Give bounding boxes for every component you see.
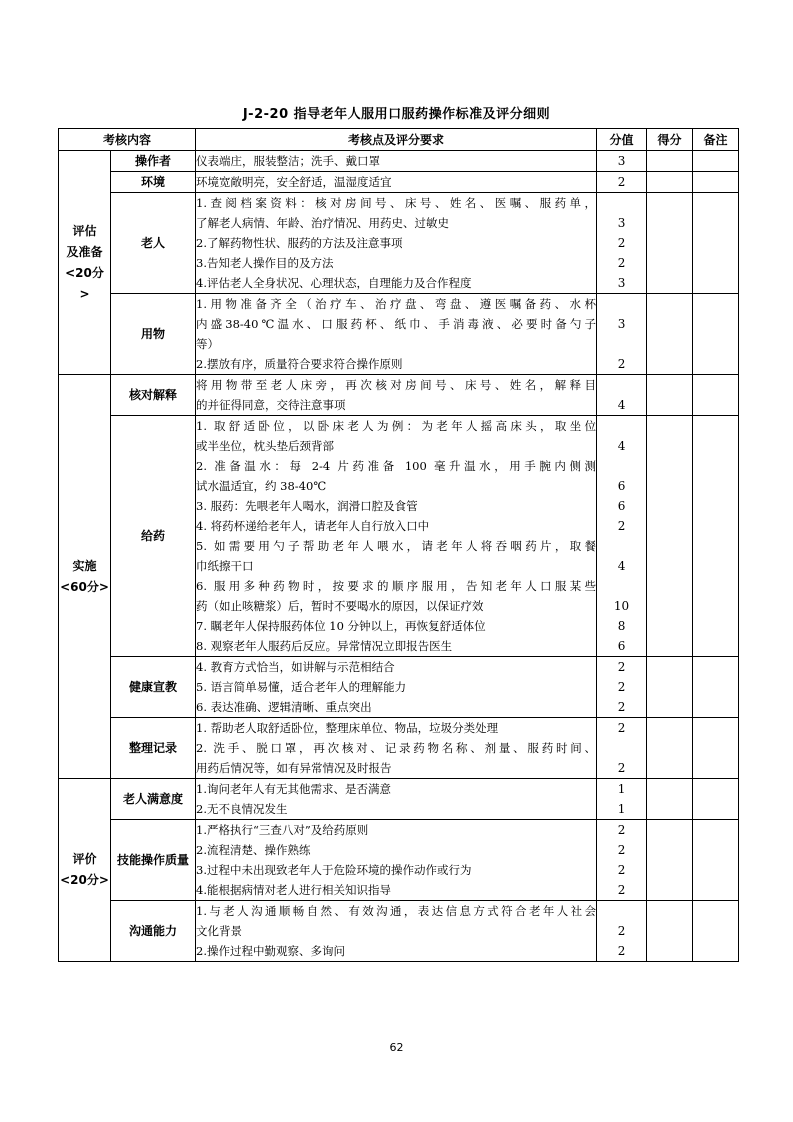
requirement-line: 1.查阅档案资料：核对房间号、床号、姓名、医嘱、服药单， <box>196 196 597 210</box>
score-value: 2 <box>617 924 626 938</box>
phase-label-line: <20分> <box>60 873 109 887</box>
phase-label <box>59 779 111 962</box>
requirement-line: 等） <box>196 337 220 351</box>
score-value: 6 <box>617 479 626 493</box>
phase-label <box>59 375 111 779</box>
requirement-line: 3.告知老人操作目的及方法 <box>196 256 334 270</box>
note-cell[interactable] <box>693 151 739 172</box>
requirement-line: 1.严格执行“三查八对”及给药原则 <box>196 823 369 837</box>
requirement-cell <box>196 375 597 416</box>
requirement-line: 2.了解药物性状、服药的方法及注意事项 <box>196 236 403 250</box>
item-name: 核对解释 <box>111 375 196 416</box>
got-score-cell[interactable] <box>647 718 693 779</box>
score-value <box>597 334 646 354</box>
got-score-cell[interactable] <box>647 779 693 820</box>
note-cell[interactable] <box>693 820 739 901</box>
requirement-line: 5. 如需要用勺子帮助老年人喂水，请老年人将吞咽药片，取餐 <box>196 539 597 553</box>
score-value: 2 <box>617 357 626 371</box>
requirement-line: 文化背景 <box>196 924 243 938</box>
score-value: 1 <box>617 802 626 816</box>
requirement-line: 环境宽敞明亮，安全舒适，温湿度适宜 <box>196 175 392 189</box>
requirement-line: 用药后情况等，如有异常情况及时报告 <box>196 761 392 775</box>
table-row <box>59 416 739 657</box>
table-row <box>59 820 739 901</box>
score-value <box>597 901 646 921</box>
score-value: 6 <box>617 499 626 513</box>
score-value <box>597 294 646 314</box>
note-cell[interactable] <box>693 779 739 820</box>
score-cell <box>597 657 647 718</box>
table-row <box>59 375 739 416</box>
item-name: 环境 <box>111 172 196 193</box>
header-requirements: 考核点及评分要求 <box>196 129 597 151</box>
note-cell[interactable] <box>693 375 739 416</box>
score-value: 2 <box>617 761 626 775</box>
header-content: 考核内容 <box>59 129 196 151</box>
requirement-line: 2.摆放有序，质量符合要求符合操作原则 <box>196 357 403 371</box>
item-name: 给药 <box>111 416 196 657</box>
header-score: 分值 <box>597 129 647 151</box>
table-row <box>59 151 739 172</box>
requirement-line: 1. 帮助老人取舒适卧位，整理床单位、物品，垃圾分类处理 <box>196 721 499 735</box>
phase-label-line: > <box>79 286 90 301</box>
note-cell[interactable] <box>693 718 739 779</box>
item-name: 老人 <box>111 193 196 294</box>
requirement-line: 1.与老人沟通顺畅自然、有效沟通，表达信息方式符合老年人社会 <box>196 904 597 918</box>
requirement-line: 3.过程中未出现致老年人于危险环境的操作动作或行为 <box>196 863 472 877</box>
item-name: 沟通能力 <box>111 901 196 962</box>
item-name: 技能操作质量 <box>111 820 196 901</box>
note-cell[interactable] <box>693 901 739 962</box>
score-value: 2 <box>617 863 626 877</box>
requirement-line: 了解老人病情、年龄、治疗情况、用药史、过敏史 <box>196 216 450 230</box>
requirement-line: 6. 服用多种药物时，按要求的顺序服用，告知老年人口服某些 <box>196 579 597 593</box>
note-cell[interactable] <box>693 172 739 193</box>
score-value <box>597 193 646 213</box>
score-value: 2 <box>617 721 626 735</box>
note-cell[interactable] <box>693 416 739 657</box>
requirement-line: 药（如止咳糖浆）后，暂时不要喝水的原因，以保证疗效 <box>196 599 484 613</box>
item-name: 用物 <box>111 294 196 375</box>
header-note: 备注 <box>693 129 739 151</box>
score-value: 8 <box>617 619 626 633</box>
got-score-cell[interactable] <box>647 657 693 718</box>
score-cell <box>597 718 647 779</box>
requirement-cell <box>196 901 597 962</box>
phase-label-line: 评价 <box>72 852 97 866</box>
table-row <box>59 294 739 375</box>
requirement-line: 仪表端庄，服装整洁；洗手、戴口罩 <box>196 154 381 168</box>
score-value: 4 <box>617 439 626 453</box>
phase-label-line: 实施 <box>72 558 97 573</box>
score-value: 2 <box>617 700 626 714</box>
score-value: 2 <box>617 660 626 674</box>
requirement-cell <box>196 657 597 718</box>
requirement-cell <box>196 294 597 375</box>
score-cell <box>597 193 647 294</box>
score-value <box>597 536 646 556</box>
score-value: 1 <box>617 782 626 796</box>
score-value: 3 <box>617 154 626 168</box>
score-value: 3 <box>617 216 626 230</box>
requirement-cell <box>196 193 597 294</box>
requirement-line: 1. 取舒适卧位，以卧床老人为例：为老年人摇高床头，取坐位 <box>196 419 597 433</box>
requirement-line: 或半坐位，枕头垫后颈背部 <box>196 439 335 453</box>
score-cell <box>597 151 647 172</box>
table-row <box>59 193 739 294</box>
score-value: 2 <box>617 883 626 897</box>
score-value: 2 <box>617 236 626 250</box>
score-value: 4 <box>617 559 626 573</box>
score-cell <box>597 901 647 962</box>
requirement-line: 1.询问老年人有无其他需求、是否满意 <box>196 782 391 796</box>
table-header-row <box>59 129 739 151</box>
requirement-line: 2. 准备温水：每 2-4 片药准备 100 毫升温水，用手腕内侧测 <box>196 459 597 473</box>
requirement-line: 3. 服药：先喂老年人喝水，润滑口腔及食管 <box>196 499 418 513</box>
table-row <box>59 172 739 193</box>
phase-label-line: <20分 <box>65 265 104 280</box>
requirement-line: 内盛38-40℃温水、口服药杯、纸巾、手消毒液、必要时备勺子 <box>196 317 597 331</box>
score-value: 2 <box>617 823 626 837</box>
requirement-line: 2.无不良情况发生 <box>196 802 288 816</box>
requirement-line: 2.操作过程中勤观察、多询问 <box>196 944 345 958</box>
requirement-line: 巾纸擦干口 <box>196 559 254 573</box>
item-name: 操作者 <box>111 151 196 172</box>
got-score-cell[interactable] <box>647 172 693 193</box>
header-got: 得分 <box>647 129 693 151</box>
requirement-line: 4. 教育方式恰当，如讲解与示范相结合 <box>196 660 395 674</box>
score-value: 3 <box>617 276 626 290</box>
requirement-cell <box>196 820 597 901</box>
score-value <box>597 416 646 436</box>
got-score-cell[interactable] <box>647 820 693 901</box>
score-value: 2 <box>617 519 626 533</box>
score-cell <box>597 375 647 416</box>
item-name: 健康宣教 <box>111 657 196 718</box>
score-cell <box>597 172 647 193</box>
note-cell[interactable] <box>693 294 739 375</box>
table-row <box>59 718 739 779</box>
item-name: 老人满意度 <box>111 779 196 820</box>
requirement-line: 5. 语言简单易懂，适合老年人的理解能力 <box>196 680 407 694</box>
requirement-line: 4.能根据病情对老人进行相关知识指导 <box>196 883 391 897</box>
requirement-line: 4.评估老人全身状况、心理状态，自理能力及合作程度 <box>196 276 472 290</box>
document-title: J-2-20 指导老年人服用口服药操作标准及评分细则 <box>242 107 551 122</box>
requirement-line: 4. 将药杯递给老年人，请老年人自行放入口中 <box>196 519 430 533</box>
score-value: 2 <box>617 843 626 857</box>
score-value <box>597 375 646 395</box>
requirement-cell <box>196 172 597 193</box>
requirement-line: 试水温适宜，约 38-40℃ <box>196 479 327 493</box>
score-value: 2 <box>617 256 626 270</box>
score-cell <box>597 820 647 901</box>
scoring-table <box>58 128 739 962</box>
requirement-cell <box>196 151 597 172</box>
note-cell[interactable] <box>693 193 739 294</box>
requirement-line: 的并征得同意，交待注意事项 <box>196 398 346 412</box>
requirement-line: 2.流程清楚、操作熟练 <box>196 843 311 857</box>
score-cell <box>597 416 647 657</box>
page-number: 62 <box>389 1041 404 1054</box>
score-value: 2 <box>617 175 626 189</box>
requirement-line: 7. 瞩老年人保持服药体位 10 分钟以上，再恢复舒适体位 <box>196 619 486 633</box>
phase-label <box>59 151 111 375</box>
score-cell <box>597 294 647 375</box>
got-score-cell[interactable] <box>647 193 693 294</box>
note-cell[interactable] <box>693 657 739 718</box>
table-row <box>59 657 739 718</box>
table-row <box>59 779 739 820</box>
requirement-line: 8. 观察老年人服药后反应。异常情况立即报告医生 <box>196 639 453 653</box>
score-value <box>597 576 646 596</box>
score-value: 2 <box>617 680 626 694</box>
got-score-cell[interactable] <box>647 151 693 172</box>
got-score-cell[interactable] <box>647 375 693 416</box>
score-value: 3 <box>617 317 626 331</box>
score-value <box>597 456 646 476</box>
got-score-cell[interactable] <box>647 901 693 962</box>
score-value: 2 <box>617 944 626 958</box>
phase-label-line: <60分> <box>60 579 109 594</box>
requirement-line: 6. 表达准确、逻辑清晰、重点突出 <box>196 700 372 714</box>
requirement-cell <box>196 718 597 779</box>
score-value: 4 <box>617 398 626 412</box>
got-score-cell[interactable] <box>647 416 693 657</box>
requirement-line: 1.用物准备齐全（治疗车、治疗盘、弯盘、遵医嘱备药、水杯 <box>196 297 597 311</box>
requirement-line: 将用物带至老人床旁，再次核对房间号、床号、姓名，解释目 <box>196 378 597 392</box>
score-value: 6 <box>617 639 626 653</box>
score-value <box>597 738 646 758</box>
table-row <box>59 901 739 962</box>
phase-label-line: 评估 <box>72 223 97 238</box>
requirement-cell <box>196 779 597 820</box>
got-score-cell[interactable] <box>647 294 693 375</box>
phase-label-line: 及准备 <box>66 244 103 259</box>
score-value: 10 <box>613 599 630 613</box>
requirement-cell <box>196 416 597 657</box>
score-cell <box>597 779 647 820</box>
item-name: 整理记录 <box>111 718 196 779</box>
requirement-line: 2. 洗手、脱口罩，再次核对、记录药物名称、剂量、服药时间、 <box>196 741 597 755</box>
